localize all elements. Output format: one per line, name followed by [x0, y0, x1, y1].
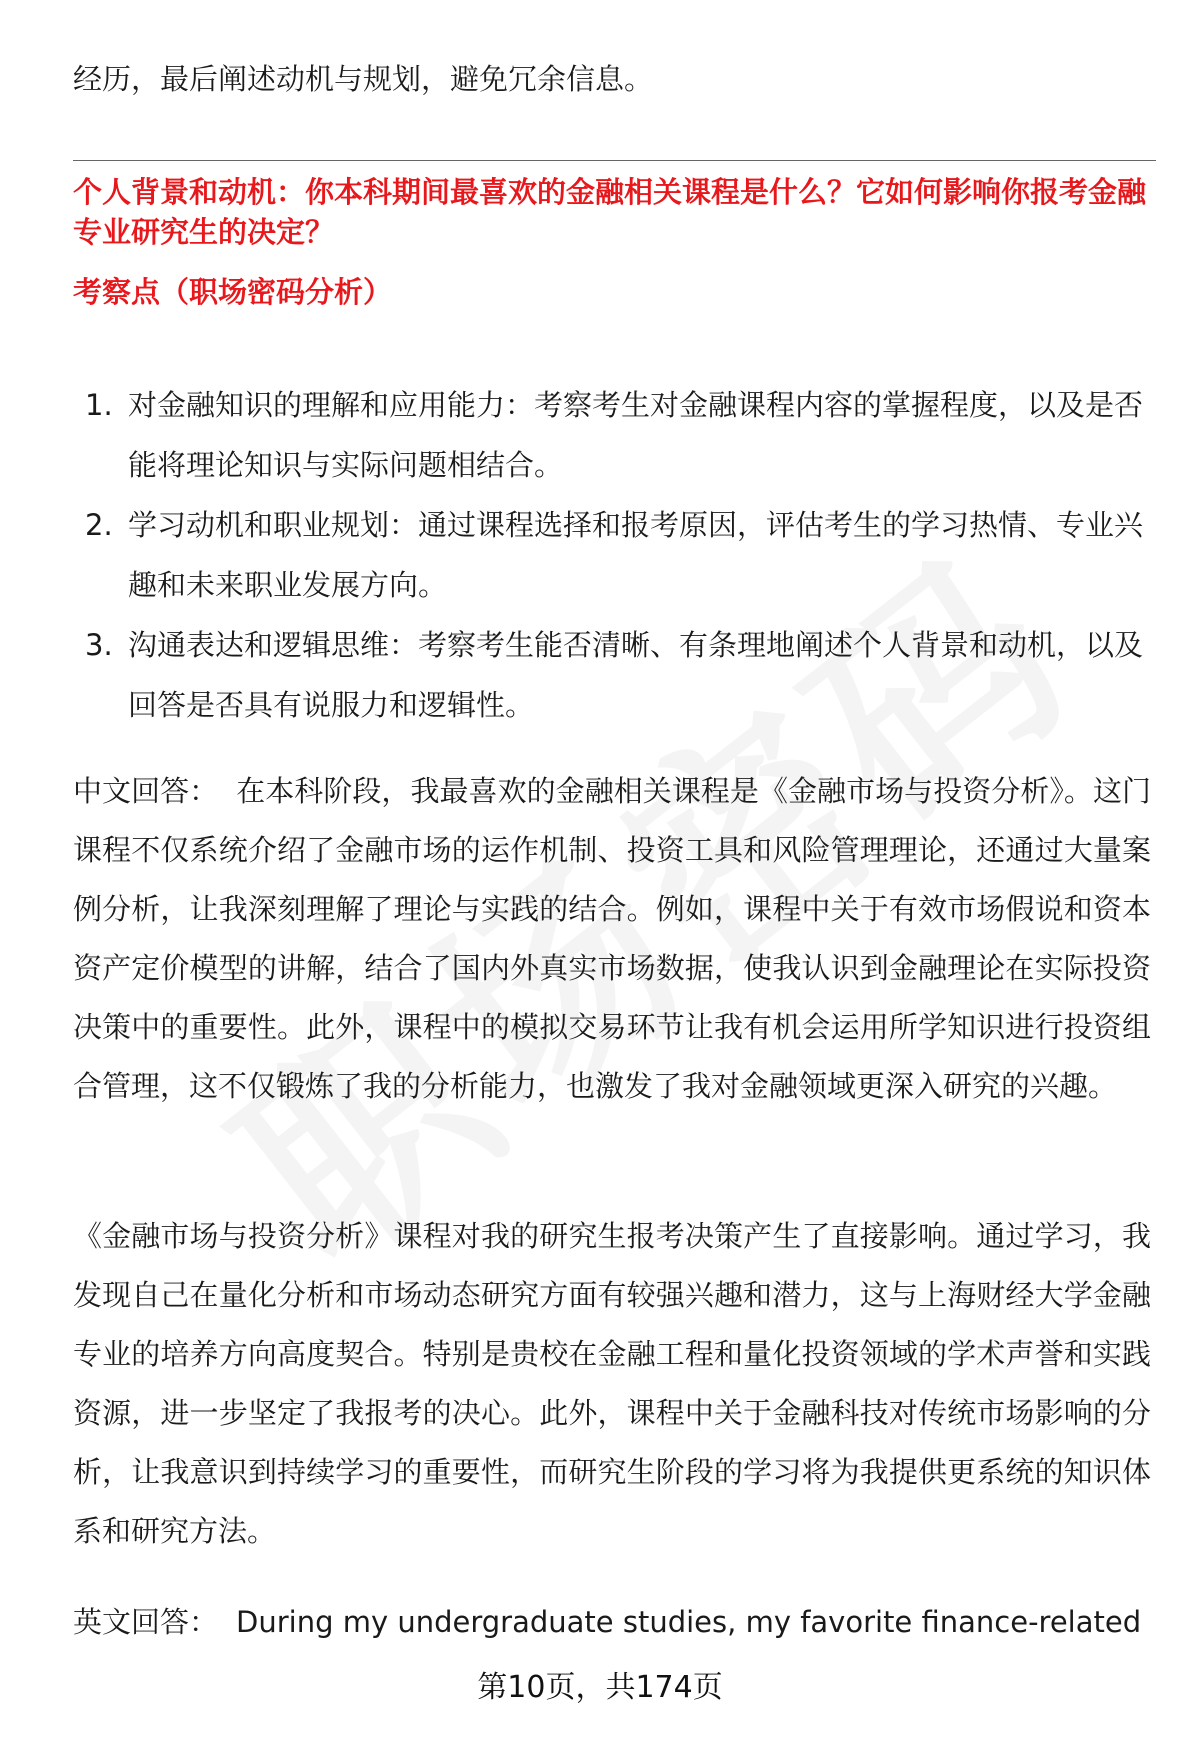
list-item	[73, 615, 1151, 735]
list-item-number: 1.	[85, 388, 113, 422]
intro-tail-block	[73, 50, 1151, 109]
question-heading: 个人背景和动机：你本科期间最喜欢的金融相关课程是什么？它如何影响你报考金融专业研究生的决定？	[73, 175, 1147, 249]
english-answer-text: During my undergraduate studies, my favorite finance-related	[236, 1605, 1142, 1639]
page-number-footer: 第10页，共174页	[477, 1670, 723, 1705]
list-item	[73, 375, 1151, 495]
list-item-text: 学习动机和职业规划：通过课程选择和报考原因，评估考生的学习热情、专业兴趣和未来职业发展方向。	[128, 508, 1144, 602]
english-answer-label: 英文回答：	[73, 1605, 219, 1639]
assessment-list	[73, 375, 1151, 735]
list-item-text: 对金融知识的理解和应用能力：考察考生对金融课程内容的掌握程度，以及是否能将理论知识与实际问题相结合。	[128, 388, 1144, 482]
list-item-number: 2.	[85, 508, 113, 542]
chinese-answer-label: 中文回答：	[73, 774, 219, 808]
intro-tail-text: 经历，最后阐述动机与规划，避免冗余信息。	[73, 62, 654, 96]
assessment-heading: 考察点（职场密码分析）	[73, 275, 393, 309]
chinese-answer-text-2: 《金融市场与投资分析》课程对我的研究生报考决策产生了直接影响。通过学习，我发现自己在量化分析和市场动态研究方面有较强兴趣和潜力，这与上海财经大学金融专业的培养方向高度契合。特别是贵校在金融工程和量化投资领域的学术声誉和实践资源，进一步坚定了我报考的决心。此外，课程中关于金融科技对传统市场影响的分析，让我意识到持续学习的重要性，而研究生阶段的学习将为我提供更系统的知识体系和研究方法。	[73, 1219, 1151, 1548]
list-item-text: 沟通表达和逻辑思维：考察考生能否清晰、有条理地阐述个人背景和动机，以及回答是否具有说服力和逻辑性。	[128, 628, 1144, 722]
chinese-answer-paragraph-1	[73, 762, 1151, 1116]
list-item	[73, 495, 1151, 615]
english-answer-paragraph	[73, 1593, 1151, 1652]
list-item-number: 3.	[85, 628, 113, 662]
chinese-answer-paragraph-2	[73, 1207, 1151, 1561]
section-divider	[73, 160, 1156, 161]
chinese-answer-text-1: 在本科阶段，我最喜欢的金融相关课程是《金融市场与投资分析》。这门课程不仅系统介绍了金融市场的运作机制、投资工具和风险管理理论，还通过大量案例分析，让我深刻理解了理论与实践的结合。例如，课程中关于有效市场假说和资本资产定价模型的讲解，结合了国内外真实市场数据，使我认识到金融理论在实际投资决策中的重要性。此外，课程中的模拟交易环节让我有机会运用所学知识进行投资组合管理，这不仅锻炼了我的分析能力，也激发了我对金融领域更深入研究的兴趣。	[73, 774, 1151, 1103]
